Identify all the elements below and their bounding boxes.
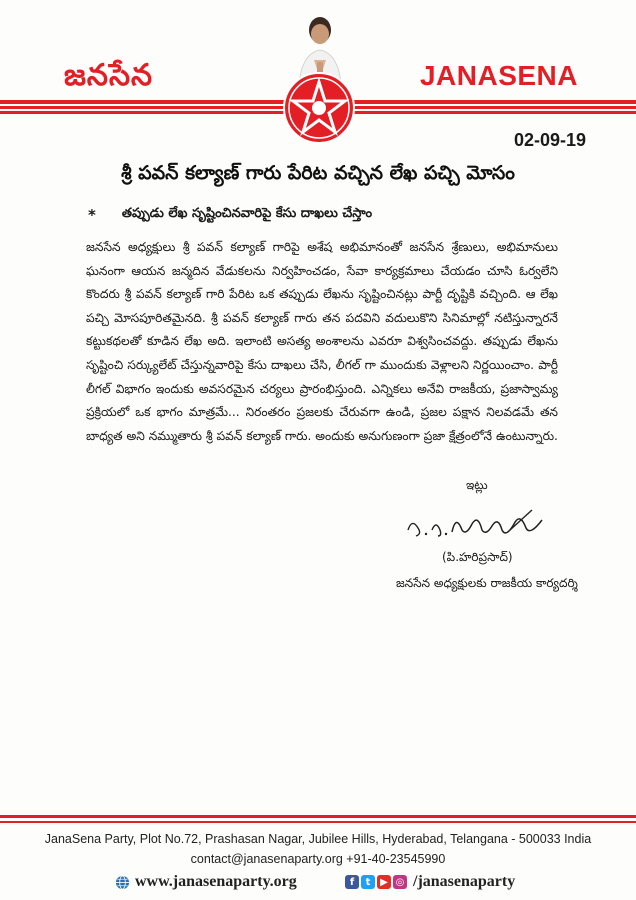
subtitle bbox=[88, 206, 372, 224]
social-handle: /janasenaparty bbox=[413, 873, 516, 890]
subtitle-text: తప్పుడు లేఖ సృష్టించినవారిపై కేసు దాఖలు చేస్తాం bbox=[121, 206, 373, 221]
footer-address: JanaSena Party, Plot No.72, Prashasan Nagar, Jubilee Hills, Hyderabad, Telangana - 500033 India bbox=[44, 832, 592, 846]
page-title: శ్రీ పవన్ కల్యాణ్ గారు పేరిట వచ్చిన లేఖ పచ్చి మోసం bbox=[121, 162, 515, 184]
footer-contact[interactable]: contact@janasenaparty.org +91-40-23545990 bbox=[190, 852, 446, 866]
twitter-icon[interactable]: t bbox=[361, 875, 375, 889]
body-paragraph: జనసేన అధ్యక్షులు శ్రీ పవన్ కల్యాణ్ గారిపై అశేష అభిమానంతో జనసేన శ్రేణులు, అభిమానులు ఘనంగా ఆయన జన్మదిన వేడుకలను నిర్వహించడం, సేవా కార్యక్రమాలు చేయడం చూసి ఓర్వలేని కొందరు శ్రీ పవన్ కల్యాణ్ గారి పేరిట ఒక తప్పుడు లేఖను సృష్టించినట్లు పార్టీ దృష్టికి వచ్చింది. ఆ లేఖ పచ్చి మోసపూరితమైనది. శ్రీ పవన్ కల్యాణ్ గారు తన పదవిని వదులుకొని సినిమాల్లో నటిస్తున్నారనే కట్టుకథలతో కూడిన లేఖ అది. ఇలాంటి అసత్య అంశాలను ఎవరూ విశ్వసించవద్దు. తప్పుడు లేఖను సృష్టించి సర్క్యులేట్ చేస్తున్నవారిపై కేసు దాఖలు చేసి, లీగల్ గా ముందుకు వెళ్లాలని నిర్ణయించాం. పార్టీ లీగల్ విభాగం ఇందుకు అవసరమైన చర్యలు ప్రారంభిస్తుంది. ఎన్నికలు అనేవి రాజకీయ, ప్రజాస్వామ్య ప్రక్రియలో ఒక భాగం మాత్రమే... నిరంతరం ప్రజలకు చేరువగా ఉండి, ప్రజల పక్షాన నిలవడమే తన బాధ్యత అని నమ్ముతారు శ్రీ పవన్ కల్యాణ్ గారు. అందుకు అనుగుణంగా ప్రజా క్షేత్రంలోనే ఉంటున్నారు. bbox=[86, 240, 558, 443]
website-link[interactable] bbox=[115, 873, 297, 891]
bullet-icon: * bbox=[88, 206, 96, 224]
brand-name-english: JANASENA bbox=[419, 60, 578, 91]
youtube-icon[interactable]: ▶ bbox=[377, 875, 391, 889]
release-date: 02-09-19 bbox=[513, 130, 586, 150]
facebook-icon[interactable]: f bbox=[345, 875, 359, 889]
instagram-icon[interactable]: ◎ bbox=[393, 875, 407, 889]
globe-icon bbox=[115, 875, 130, 890]
signature bbox=[402, 500, 552, 546]
party-star-emblem-icon bbox=[281, 70, 357, 146]
footer-rule bbox=[0, 815, 636, 829]
signer-designation: జనసేన అధ్యక్షులకు రాజకీయ కార్యదర్శి bbox=[396, 576, 578, 590]
brand-name-telugu: జనసేన bbox=[64, 58, 154, 93]
website-text: www.janasenaparty.org bbox=[135, 873, 297, 890]
social-links[interactable] bbox=[345, 873, 515, 891]
signer-name: (పి.హరిప్రసాద్) bbox=[442, 550, 513, 564]
letterhead bbox=[0, 0, 636, 140]
closing-regards: ఇట్లు bbox=[466, 478, 488, 492]
